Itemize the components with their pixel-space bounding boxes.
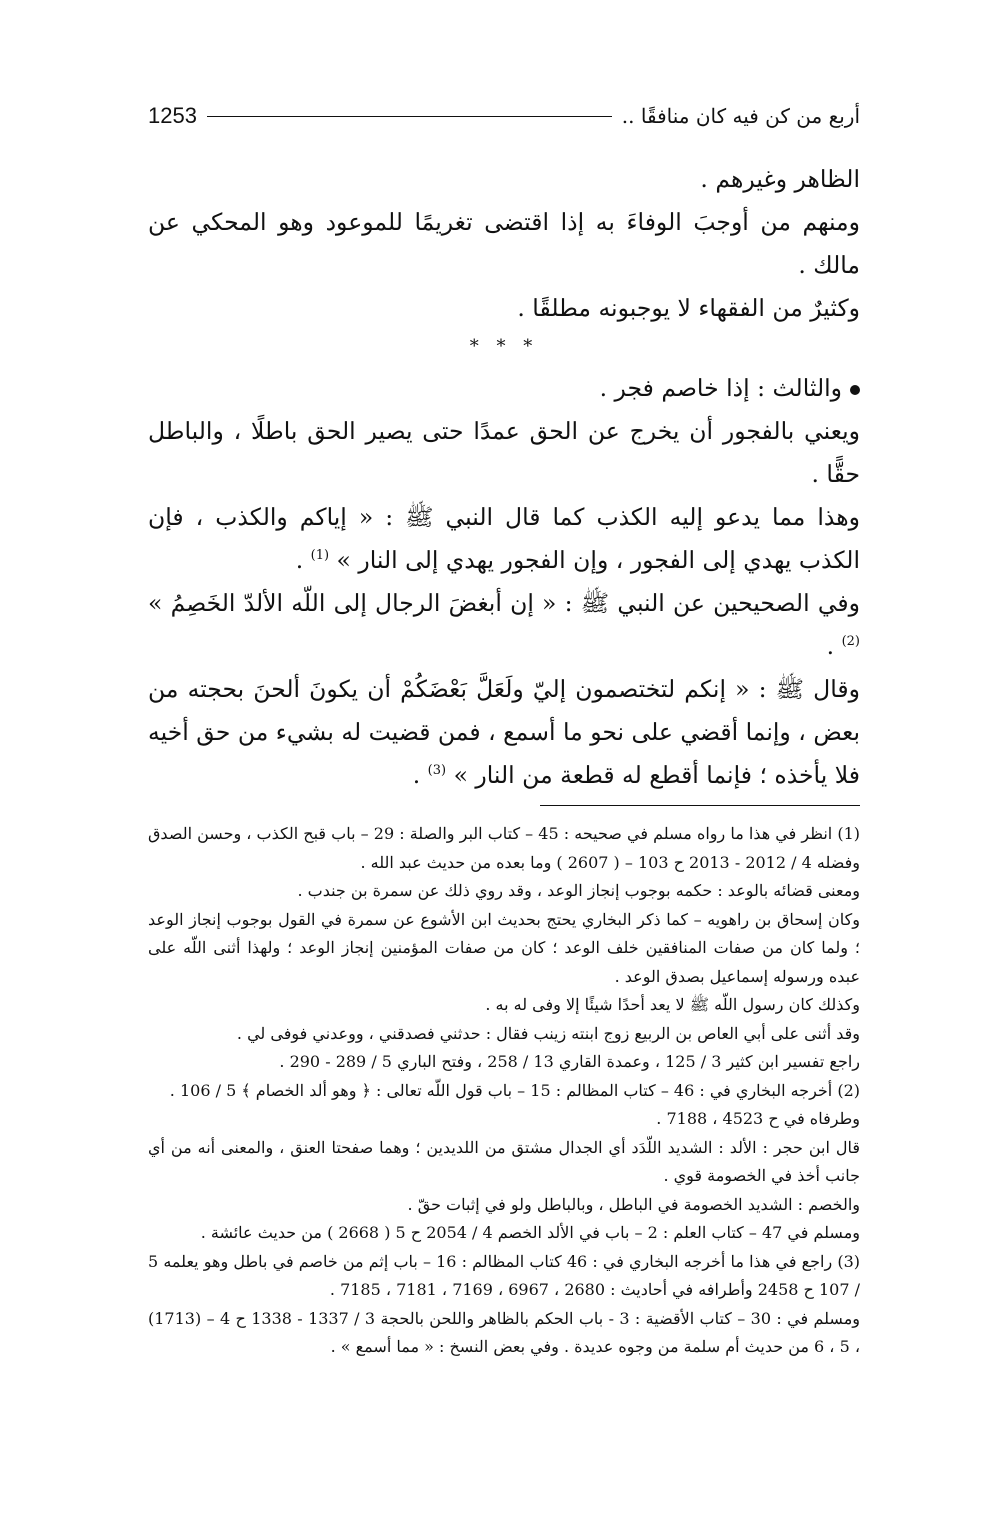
main-text — [148, 158, 860, 797]
footnote-line: (1) انظر في هذا ما رواه مسلم في صحيحه : 45 – كتاب البر والصلة : 29 – باب قبح الكذب ، وحسن الصدق وفضله 4 / 2012 - 2013 ح 103 – ( 2607 ) وما بعده من حديث عبد الله . — [148, 824, 860, 872]
footnote-line: قال ابن حجر : الألد : الشديد اللّدَد أي الجدال مشتق من اللديدين ؛ وهما صفحتا العنق ، والمعنى أنه من أي جانب أخذ في الخصومة قوي . — [148, 1137, 861, 1185]
footnote-ref-1: (1) — [310, 548, 330, 564]
paragraph-5: ويعني بالفجور أن يخرج عن الحق عمدًا حتى يصير الحق باطلًا ، والباطل حقًّا . — [148, 417, 860, 488]
paragraph-1: الظاهر وغيرهم . — [700, 165, 860, 193]
paragraph-6-end: . — [295, 546, 311, 574]
footnote-line: وكان إسحاق بن راهويه – كما ذكر البخاري يحتج بحديث ابن الأشوع عن سمرة في القول بوجوب إنجاز الوعد ؛ ولما كان من صفات المنافقين خلف الوعد ؛ كان من صفات المؤمنين إنجاز الوعد ؛ ولهذا أثنى اللّه على عبده ورسوله إسماعيل بصدق الوعد . — [148, 909, 860, 986]
footnote-line: ومسلم في : 30 – كتاب الأقضية : 3 - باب الحكم بالظاهر واللحن بالحجة 3 / 1337 - 1338 ح 4 – (1713) ، 5 ، 6 من حديث أم سلمة من وجوه عديدة . وفي بعض النسخ : « مما أسمع » . — [148, 1308, 861, 1356]
footnote-line: وطرفاه في ح 4523 ، 7188 . — [656, 1109, 860, 1128]
footnote-line: ومعنى قضائه بالوعد : حكمه بوجوب إنجاز الوعد ، وقد روي ذلك عن سمرة بن جندب . — [297, 881, 860, 900]
paragraph-7-end: . — [826, 632, 842, 660]
paragraph-7-text: وفي الصحيحين عن النبي ﷺ : « إن أبغضَ الرجال إلى اللّه الألدّ الخَصِمُ » — [148, 589, 860, 617]
footnote-ref-3: (3) — [427, 763, 447, 779]
footnote-line: وقد أثنى على أبي العاص بن الربيع زوج ابنته زينب فقال : حدثني فصدقني ، ووعدني فوفى لي . — [236, 1023, 860, 1043]
footnote-line: ومسلم في 47 – كتاب العلم : 2 – باب في الألد الخصم 4 / 2054 ح 5 ( 2668 ) من حديث عائشة . — [200, 1223, 860, 1242]
footnote-line: وكذلك كان رسول اللّه ﷺ لا يعد أحدًا شيئًا إلا وفى له به . — [485, 995, 860, 1014]
section-separator: * * * — [469, 336, 539, 357]
paragraph-8-text: وقال ﷺ : « إنكم لتختصمون إليّ ولَعَلَّ بَعْضَكُمْ أن يكونَ ألحنَ بحجته من بعض ، وإنما أقضي على نحو ما أسمع ، فمن قضيت له بشيء من حق أخيه فلا يأخذه ؛ فإنما أقطع له قطعة من النار » — [148, 675, 860, 789]
paragraph-7 — [148, 582, 860, 668]
paragraph-8 — [148, 668, 860, 797]
paragraph-6 — [148, 496, 860, 582]
book-page — [148, 96, 860, 1362]
footnote-line: (3) راجع في هذا ما أخرجه البخاري في : 46 كتاب المظالم : 16 – باب إثم من خاصم في باطل وهو يعلمه 5 / 107 ح 2458 وأطرافه في أحاديث : 2680 ، 6967 ، 7169 ، 7181 ، 7185 . — [148, 1251, 860, 1299]
bullet-icon — [850, 385, 860, 395]
paragraph-8-end: . — [412, 761, 428, 789]
page-number: 1253 — [148, 103, 197, 128]
paragraph-4 — [148, 367, 860, 410]
footnote-line: راجع تفسير ابن كثير 3 / 125 ، وعمدة القاري 13 / 258 ، وفتح الباري 5 / 289 - 290 . — [279, 1052, 860, 1071]
header-rule — [207, 116, 612, 117]
footnote-line: (2) أخرجه البخاري في : 46 – كتاب المظالم : 15 – باب قول اللّه تعالى : ﴿ وهو ألد الخصام ﴾ 5 / 106 . — [169, 1080, 860, 1100]
footnote-ref-2: (2) — [841, 634, 860, 650]
running-header — [148, 96, 860, 136]
footnote-line: والخصم : الشديد الخصومة في الباطل ، وبالباطل ولو في إثبات حقّ . — [407, 1194, 860, 1214]
paragraph-4-text: والثالث : إذا خاصم فجر . — [599, 374, 842, 402]
paragraph-3: وكثيرٌ من الفقهاء لا يوجبونه مطلقًا . — [517, 294, 860, 322]
paragraph-6-text: وهذا مما يدعو إليه الكذب كما قال النبي ﷺ : « إياكم والكذب ، فإن الكذب يهدي إلى الفجور ، وإن الفجور يهدي إلى النار » — [148, 503, 860, 574]
footnotes — [148, 820, 860, 1362]
paragraph-2: ومنهم من أوجبَ الوفاءَ به إذا اقتضى تغريمًا للموعود وهو المحكي عن مالك . — [148, 208, 860, 279]
footnote-separator — [540, 805, 860, 806]
running-title: أربع من كن فيه كان منافقًا .. — [621, 104, 860, 128]
